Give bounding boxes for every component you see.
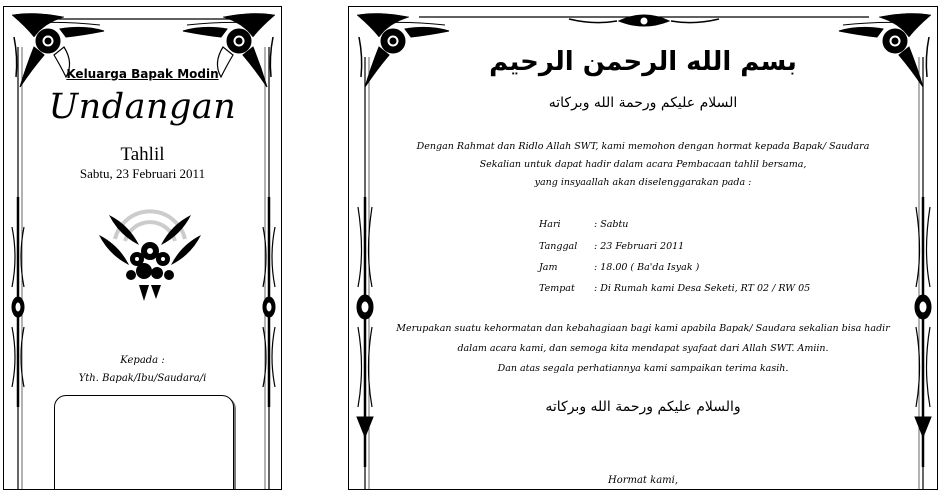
invitation-title: Undangan bbox=[48, 87, 237, 127]
detail-value-jam: : 18.00 ( Ba'da Isyak ) bbox=[594, 262, 700, 273]
recipient-line: Yth. Bapak/Ibu/Saudara/i bbox=[78, 373, 207, 384]
event-date: Sabtu, 23 Februari 2011 bbox=[79, 166, 206, 181]
signoff: Hormat kami, bbox=[607, 475, 679, 486]
floral-emblem-image bbox=[89, 195, 211, 303]
cover-card bbox=[3, 6, 282, 490]
family-name: Keluarga Bapak Modin bbox=[66, 67, 219, 81]
salam-opening-calligraphy: السلام عليكم ورحمة الله وبركاته bbox=[548, 95, 738, 111]
detail-label-tempat: Tempat bbox=[539, 283, 575, 294]
salam-closing-calligraphy: والسلام عليكم ورحمة الله وبركاته bbox=[545, 399, 741, 415]
detail-value-tanggal: : 23 Februari 2011 bbox=[594, 241, 685, 252]
bismillah-calligraphy: بسم الله الرحمن الرحيم bbox=[489, 47, 797, 77]
detail-label-hari: Hari bbox=[539, 219, 561, 230]
event-name: Tahlil bbox=[120, 144, 165, 165]
recipient-label: Kepada : bbox=[120, 355, 165, 366]
letter-card bbox=[348, 6, 938, 490]
top-center-ornament bbox=[569, 15, 719, 26]
detail-label-jam: Jam bbox=[539, 262, 558, 273]
closing-line-2: dalam acara kami, dan semoga kita mendapat syafaat dari Allah SWT. Amiin. bbox=[457, 343, 829, 354]
detail-label-tanggal: Tanggal bbox=[539, 241, 578, 252]
address-box bbox=[54, 395, 234, 490]
intro-line-2: Sekalian untuk dapat hadir dalam acara Pembacaan tahlil bersama, bbox=[479, 159, 807, 170]
closing-line-1: Merupakan suatu kehormatan dan kebahagiaan bagi kami apabila Bapak/ Saudara sekalian bisa hadir bbox=[396, 323, 890, 334]
intro-line-3: yang insyaallah akan diselenggarakan pada : bbox=[534, 177, 752, 188]
intro-line-1: Dengan Rahmat dan Ridlo Allah SWT, kami memohon dengan hormat kepada Bapak/ Saudara bbox=[416, 141, 870, 152]
detail-value-hari: : Sabtu bbox=[594, 219, 629, 230]
closing-line-3: Dan atas segala perhatiannya kami sampaikan terima kasih. bbox=[497, 363, 789, 374]
detail-value-tempat: : Di Rumah kami Desa Seketi, RT 02 / RW 05 bbox=[594, 283, 811, 294]
